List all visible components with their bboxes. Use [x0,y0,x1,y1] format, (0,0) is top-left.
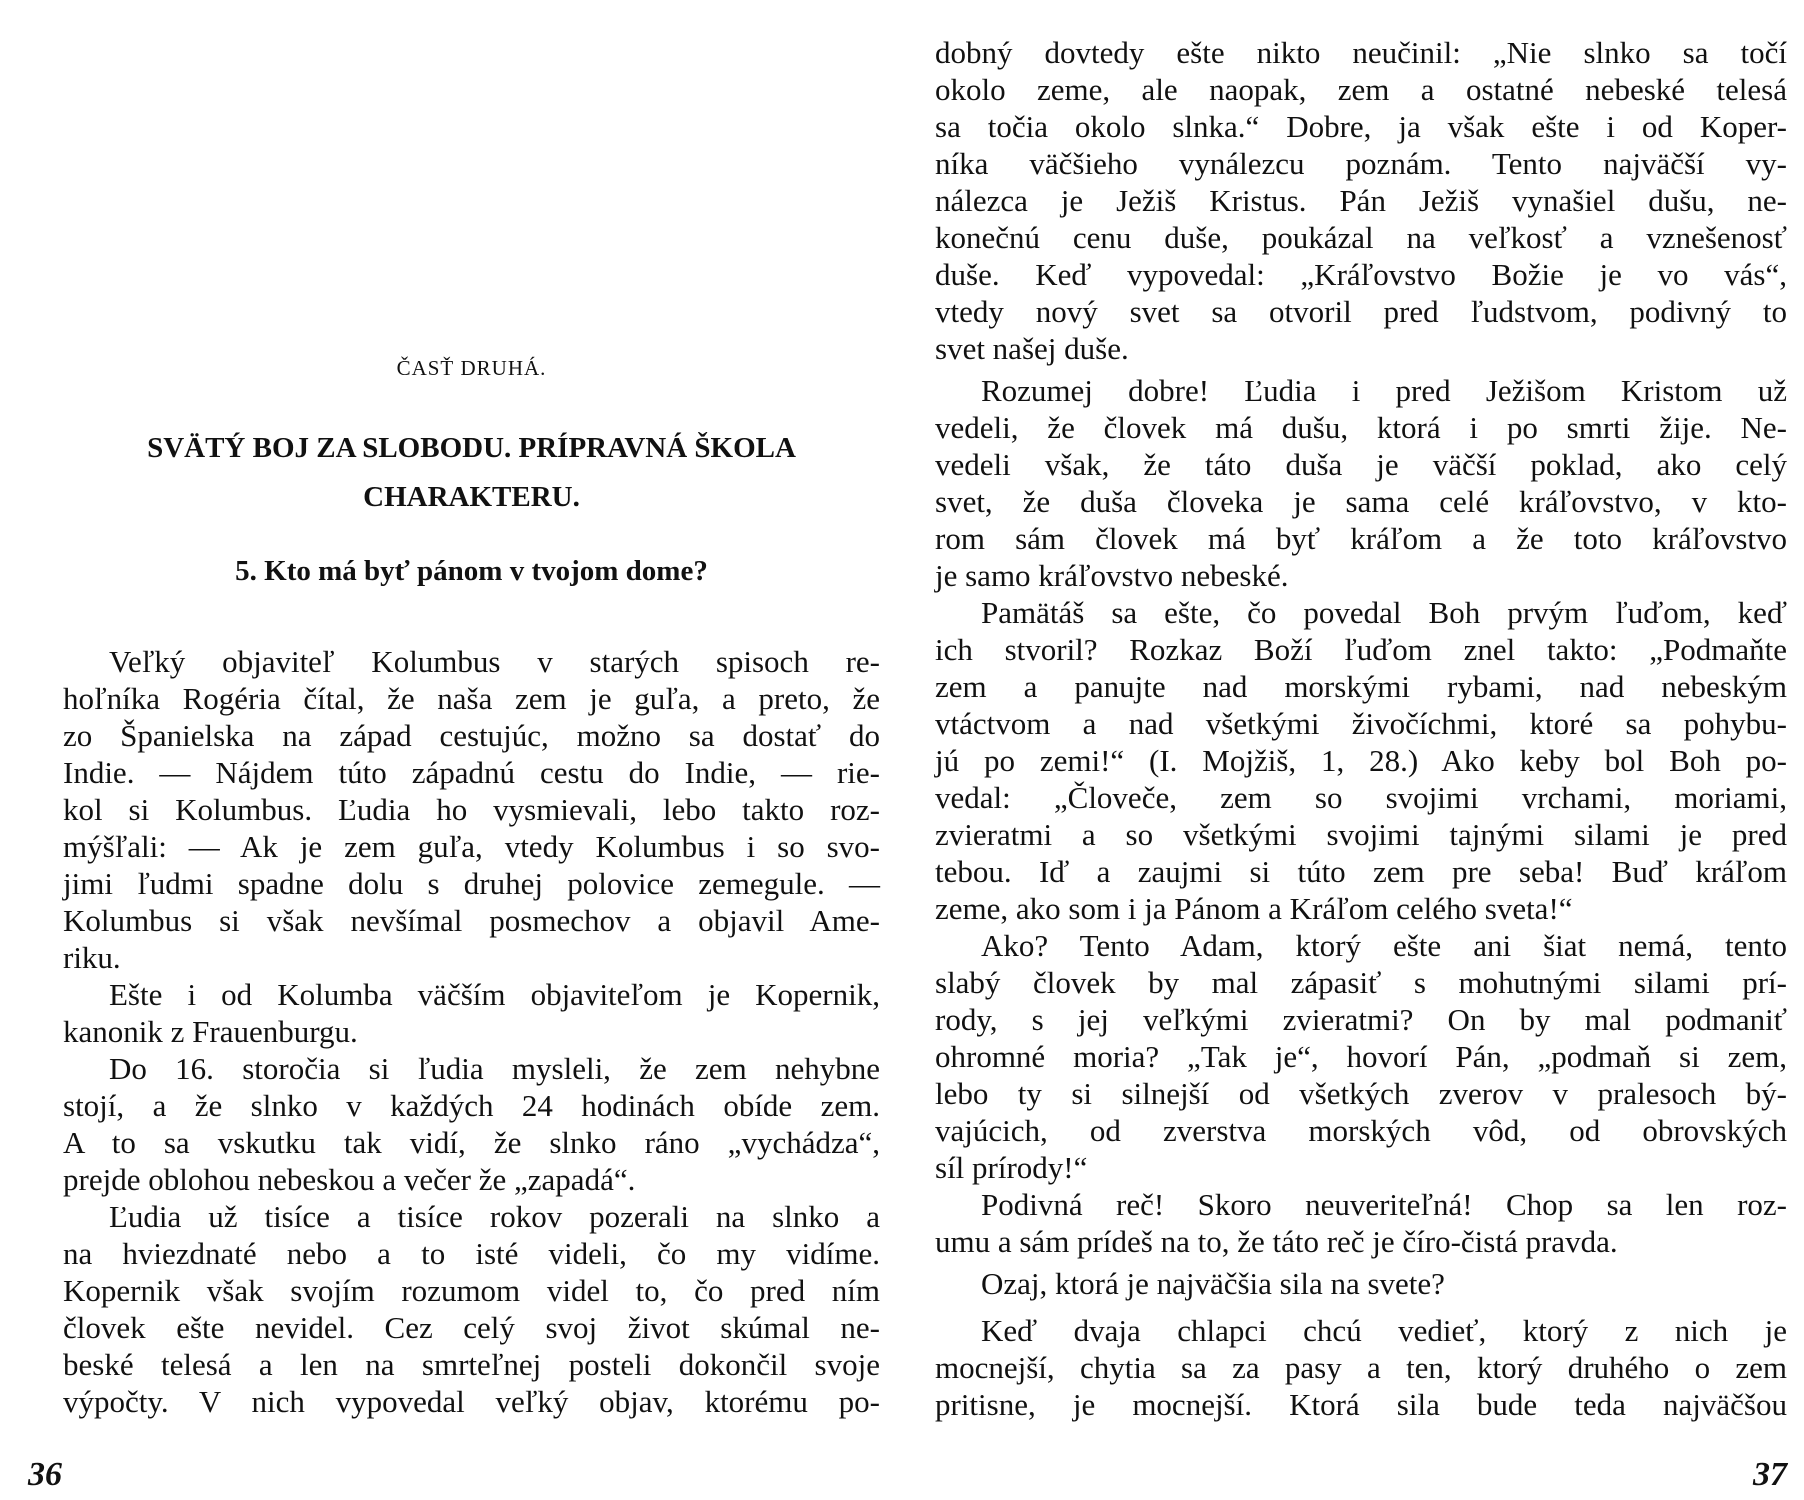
paragraph [935,594,1787,927]
text-line: níka väčšieho vynálezcu poznám. Tento najväčší vy- [935,146,1787,181]
text-line: jimi ľudmi spadne dolu s druhej polovice zemegule. — [63,866,880,901]
text-line: Kopernik však svojím rozumom videl to, čo pred ním [63,1273,880,1308]
text-line: Do 16. storočia si ľudia mysleli, že zem nehybne [109,1051,880,1086]
text-line: svet, že duša človeka je sama celé kráľovstvo, v kto- [935,484,1787,519]
text-line: mýšľali: — Ak je zem guľa, vtedy Kolumbus i so svo- [63,829,880,864]
text-line: Ozaj, ktorá je najväčšia sila na svete? [981,1266,1445,1301]
text-line: rody, s jej veľkými zvieratmi? On by mal podmaniť [935,1002,1787,1037]
text-line: vtáctvom a nad všetkými živočíchmi, ktoré sa pohybu- [935,706,1787,741]
paragraph [63,1198,880,1420]
text-line: tebou. Iď a zaujmi si túto zem pre seba! Buď kráľom [935,854,1787,889]
text-line: vtedy nový svet sa otvoril pred ľudstvom, podivný to [935,294,1787,329]
text-line: je samo kráľovstvo nebeské. [935,558,1289,593]
text-line: slabý človek by mal zápasiť s mohutnými silami prí- [935,965,1787,1000]
paragraph [935,1312,1787,1423]
text-line: Ľudia už tisíce a tisíce rokov pozerali na slnko a [109,1199,880,1234]
paragraph [935,1265,1787,1302]
text-line: Rozumej dobre! Ľudia i pred Ježišom Kristom už [981,373,1787,408]
paragraph [935,1186,1787,1260]
text-line: mocnejší, chytia sa za pasy a ten, ktorý druhého o zem [935,1350,1787,1385]
text-line: človek ešte nevidel. Cez celý svoj život skúmal ne- [63,1310,880,1345]
text-line: ohromné moria? „Tak je“, hovorí Pán, „podmaň si zem, [935,1039,1787,1074]
text-line: Ako? Tento Adam, ktorý ešte ani šiat nemá, tento [981,928,1787,963]
text-line: rom sám človek má byť kráľom a že toto kráľovstvo [935,521,1787,556]
paragraph [63,976,880,1050]
text-line: zeme, ako som i ja Pánom a Kráľom celého sveta!“ [935,891,1573,926]
text-line: kol si Kolumbus. Ľudia ho vysmievali, lebo takto roz- [63,792,880,827]
page-number: 36 [28,1456,62,1493]
text-line: kanonik z Frauenburgu. [63,1014,358,1049]
text-line: síl prírody!“ [935,1150,1088,1185]
text-line: stojí, a že slnko v každých 24 hodinách obíde zem. [63,1088,880,1123]
text-line: ich stvoril? Rozkaz Boží ľuďom znel takto: „Podmaňte [935,632,1787,667]
text-line: Keď dvaja chlapci chcú vedieť, ktorý z nich je [981,1313,1787,1348]
text-line: sa točia okolo slnka.“ Dobre, ja však ešte i od Koper- [935,109,1787,144]
text-line: svet našej duše. [935,331,1129,366]
text-line: riku. [63,940,121,975]
text-line: umu a sám prídeš na to, že táto reč je číro-čistá pravda. [935,1224,1618,1259]
chapter-title: 5. Kto má byť pánom v tvojom dome? [235,555,708,587]
text-line: prejde oblohou nebeskou a večer že „zapadá“. [63,1162,636,1197]
paragraph [935,372,1787,594]
text-line: okolo zeme, ale naopak, zem a ostatné nebeské telesá [935,72,1787,107]
page-number: 37 [1753,1456,1787,1493]
text-line: vajúcich, od zverstva morských vôd, od obrovských [935,1113,1787,1148]
text-line: vedeli však, že táto duša je väčší poklad, ako celý [935,447,1787,482]
text-line: zem a panujte nad morskými rybami, nad nebeským [935,669,1787,704]
text-line: Pamätáš sa ešte, čo povedal Boh prvým ľuďom, keď [981,595,1787,630]
text-line: beské telesá a len na smrteľnej posteli dokončil svoje [63,1347,880,1382]
text-line: konečnú cenu duše, poukázal na veľkosť a vznešenosť [935,220,1787,255]
text-line: nálezca je Ježiš Kristus. Pán Ježiš vynašiel dušu, ne- [935,183,1787,218]
paragraph [935,927,1787,1186]
text-line: Indie. — Nájdem túto západnú cestu do Indie, — rie- [63,755,880,790]
text-line: vedeli, že človek má dušu, ktorá i po smrti žije. Ne- [935,410,1787,445]
right-text-column [935,34,1787,1423]
part-label: ČASŤ DRUHÁ. [396,356,547,380]
text-line: hoľníka Rogéria čítal, že naša zem je guľa, a preto, že [63,681,880,716]
paragraph [63,1050,880,1198]
text-line: lebo ty si silnejší od všetkých zverov v pralesoch bý- [935,1076,1787,1111]
section-title-line-2: CHARAKTERU. [363,481,580,513]
text-line: zo Španielska na západ cestujúc, možno sa dostať do [63,718,880,753]
text-line: na hviezdnaté nebo a to isté videli, čo my vidíme. [63,1236,880,1271]
paragraph [63,643,880,976]
text-line: A to sa vskutku tak vidí, že slnko ráno „vychádza“, [63,1125,880,1160]
section-title-line-1: SVÄTÝ BOJ ZA SLOBODU. PRÍPRAVNÁ ŠKOLA [147,432,796,464]
text-line: výpočty. V nich vypovedal veľký objav, ktorému po- [63,1384,880,1419]
text-line: Kolumbus si však nevšímal posmechov a objavil Ame- [63,903,880,938]
text-line: Veľký objaviteľ Kolumbus v starých spisoch re- [109,644,880,679]
text-line: Podivná reč! Skoro neuveriteľná! Chop sa len roz- [981,1187,1787,1222]
text-line: jú po zemi!“ (I. Mojžiš, 1, 28.) Ako keby bol Boh po- [935,743,1787,778]
text-line: Ešte i od Kolumba väčším objaviteľom je Kopernik, [109,977,880,1012]
text-line: zvieratmi a so všetkými svojimi tajnými silami je pred [935,817,1787,852]
text-line: pritisne, je mocnejší. Ktorá sila bude teda najväčšou [935,1387,1787,1422]
text-line: dobný dovtedy ešte nikto neučinil: „Nie slnko sa točí [935,35,1787,70]
left-text-column [63,643,880,1420]
text-line: vedal: „Človeče, zem so svojimi vrchami, moriami, [935,780,1787,815]
text-line: duše. Keď vypovedal: „Kráľovstvo Božie je vo vás“, [935,257,1787,292]
right-page [902,0,1804,1500]
paragraph [935,34,1787,367]
